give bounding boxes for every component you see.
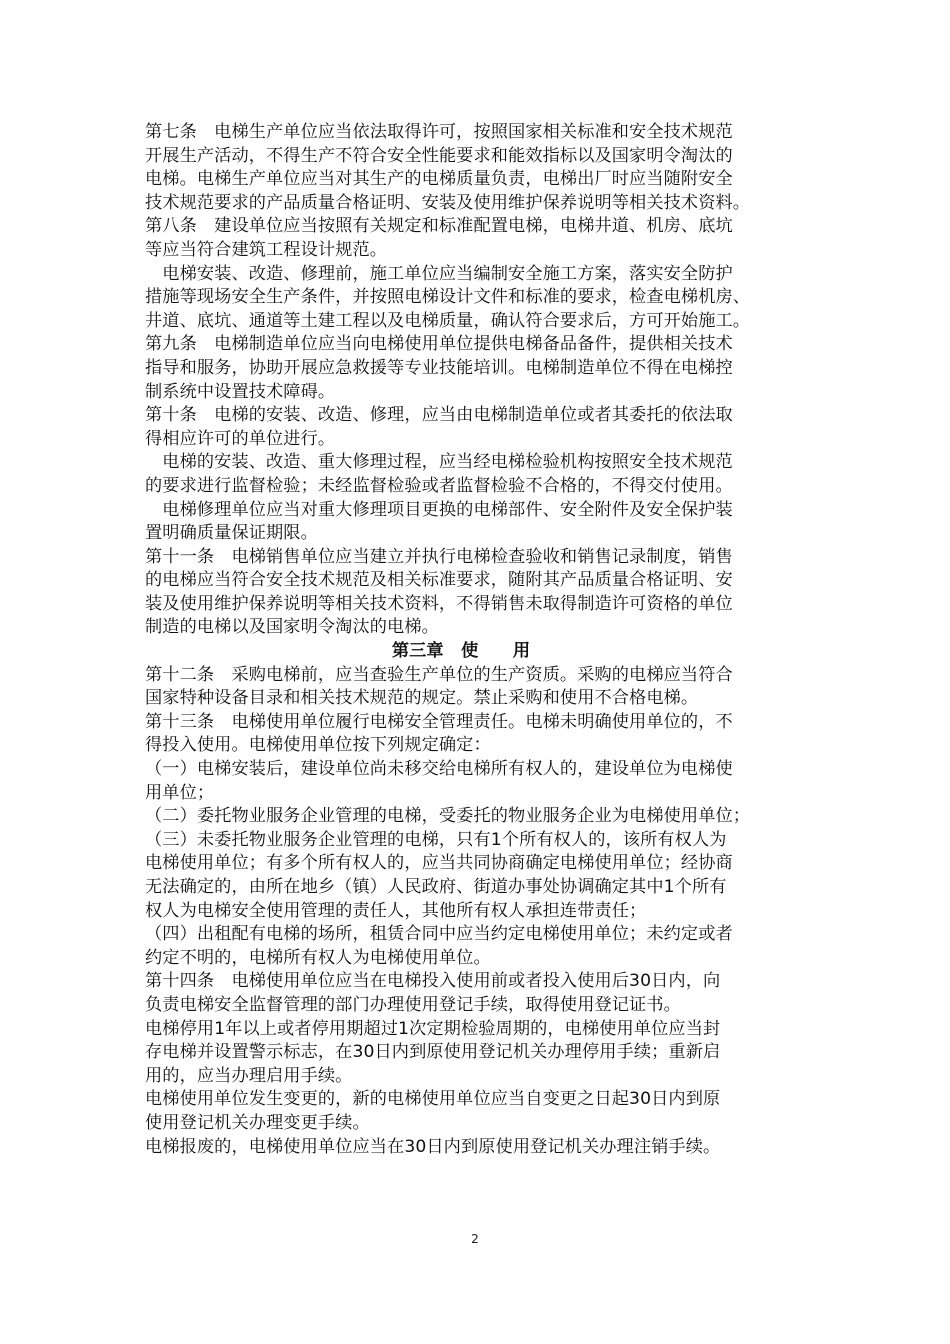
text-line: 得相应许可的单位进行。 [145,428,336,449]
text-line: 电梯。电梯生产单位应当对其生产的电梯质量负责，电梯出厂时应当随附安全 [145,169,733,190]
text-line: 第十三条 电梯使用单位履行电梯安全管理责任。电梯未明确使用单位的，不 [145,711,733,732]
text-line: 指导和服务，协助开展应急救援等专业技能培训。电梯制造单位不得在电梯控 [145,357,733,378]
text-block-after-chapter [145,664,805,1159]
text-line: 电梯使用单位发生变更的，新的电梯使用单位应当自变更之日起30日内到原 [145,1089,721,1110]
text-line: 井道、底坑、通道等土建工程以及电梯质量，确认符合要求后，方可开始施工。 [145,310,751,331]
text-line: 权人为电梯安全使用管理的责任人，其他所有权人承担连带责任； [145,900,647,921]
document-body [145,121,805,1159]
text-line: 第九条 电梯制造单位应当向电梯使用单位提供电梯备品备件，提供相关技术 [145,334,733,355]
text-line: 的要求进行监督检验；未经监督检验或者监督检验不合格的，不得交付使用。 [145,475,733,496]
text-line: 技术规范要求的产品质量合格证明、安装及使用维护保养说明等相关技术资料。 [145,192,751,213]
chapter-heading: 第三章 使 用 [391,641,531,662]
text-line: 第十二条 采购电梯前，应当查验生产单位的生产资质。采购的电梯应当符合 [145,664,733,685]
text-line: 制造的电梯以及国家明令淘汰的电梯。 [145,617,439,638]
text-line: 第八条 建设单位应当按照有关规定和标准配置电梯，电梯井道、机房、底坑 [145,216,733,237]
text-line: 等应当符合建筑工程设计规范。 [145,239,388,260]
text-line: （一）电梯安装后，建设单位尚未移交给电梯所有权人的，建设单位为电梯使 [145,759,733,780]
text-line: 电梯修理单位应当对重大修理项目更换的电梯部件、安全附件及安全保护装 [145,499,733,520]
text-line: 使用登记机关办理变更手续。 [145,1112,370,1133]
text-line: 置明确质量保证期限。 [145,523,318,544]
text-line: 装及使用维护保养说明等相关技术资料，不得销售未取得制造许可资格的单位 [145,593,733,614]
text-line: （二）委托物业服务企业管理的电梯，受委托的物业服务企业为电梯使用单位； [145,806,751,827]
text-line: 的电梯应当符合安全技术规范及相关标准要求，随附其产品质量合格证明、安 [145,570,733,591]
text-line: 用的，应当办理启用手续。 [145,1065,353,1086]
text-line: 电梯停用1年以上或者停用期超过1次定期检验周期的，电梯使用单位应当封 [145,1018,721,1039]
text-line: 存电梯并设置警示标志，在30日内到原使用登记机关办理停用手续；重新启 [145,1042,721,1063]
text-line: 约定不明的，电梯所有权人为电梯使用单位。 [145,947,491,968]
text-line: 措施等现场安全生产条件，并按照电梯设计文件和标准的要求，检查电梯机房、 [145,287,751,308]
text-line: 国家特种设备目录和相关技术规范的规定。禁止采购和使用不合格电梯。 [145,688,699,709]
text-line: 电梯报废的，电梯使用单位应当在30日内到原使用登记机关办理注销手续。 [145,1136,721,1157]
text-line: 第十一条 电梯销售单位应当建立并执行电梯检查验收和销售记录制度，销售 [145,546,733,567]
text-line: 得投入使用。电梯使用单位按下列规定确定： [145,735,491,756]
text-line: 负责电梯安全监督管理的部门办理使用登记手续，取得使用登记证书。 [145,994,681,1015]
page-number: 2 [471,1232,479,1246]
text-line: 第十条 电梯的安装、改造、修理，应当由电梯制造单位或者其委托的依法取 [145,405,733,426]
text-line: 电梯安装、改造、修理前，施工单位应当编制安全施工方案，落实安全防护 [145,263,733,284]
text-line: （三）未委托物业服务企业管理的电梯，只有1个所有权人的，该所有权人为 [145,829,727,850]
text-line: 开展生产活动，不得生产不符合安全性能要求和能效指标以及国家明令淘汰的 [145,145,733,166]
text-line: 制系统中设置技术障碍。 [145,381,336,402]
text-line: 第七条 电梯生产单位应当依法取得许可，按照国家相关标准和安全技术规范 [145,122,733,142]
text-line: （四）出租配有电梯的场所，租赁合同中应当约定电梯使用单位；未约定或者 [145,924,733,945]
text-line: 用单位； [145,782,215,803]
text-line: 电梯的安装、改造、重大修理过程，应当经电梯检验机构按照安全技术规范 [145,452,733,473]
text-block-before-chapter [145,121,805,640]
text-line: 第十四条 电梯使用单位应当在电梯投入使用前或者投入使用后30日内，向 [145,971,721,992]
text-line: 无法确定的，由所在地乡（镇）人民政府、街道办事处协调确定其中1个所有 [145,877,727,897]
text-line: 电梯使用单位；有多个所有权人的，应当共同协商确定电梯使用单位；经协商 [145,853,733,874]
